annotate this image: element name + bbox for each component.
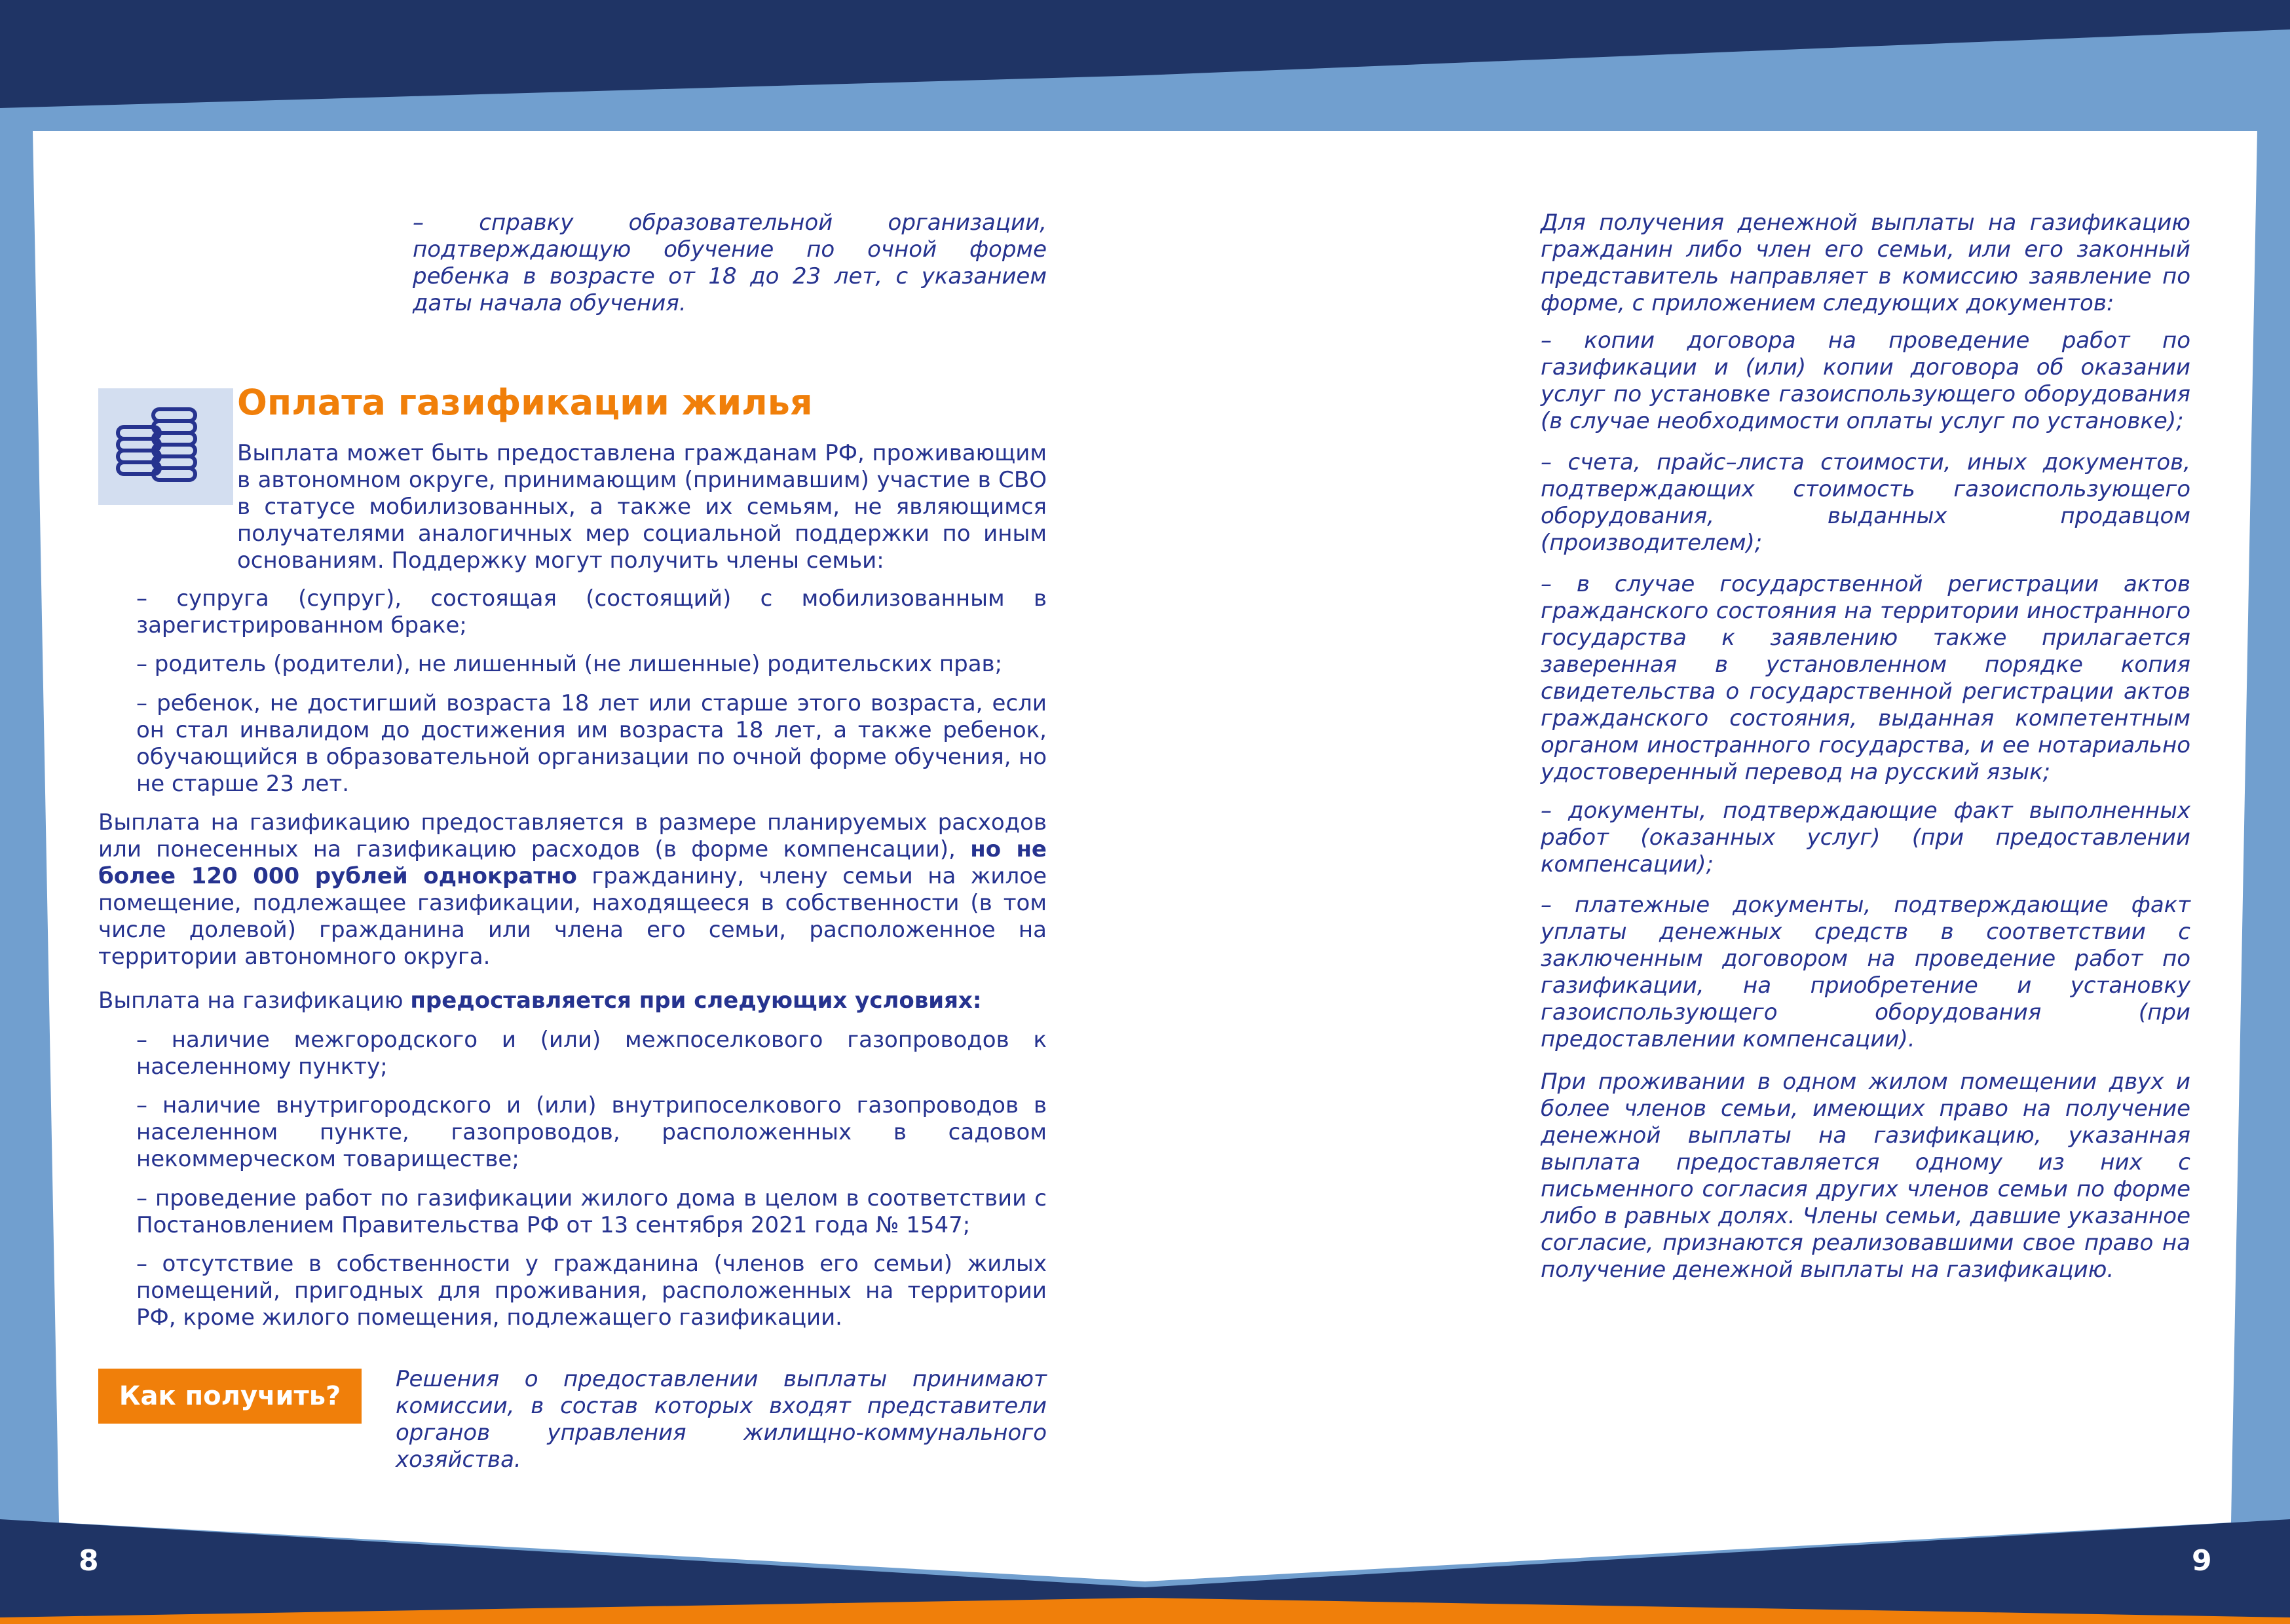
doc-item-4: – документы, подтверждающие факт выполненных работ (оказанных услуг) (при предоставлении компенсации); — [1541, 798, 2190, 877]
condition-item-1: – наличие межгородского и (или) межпоселкового газопроводов к населенному пункту; — [136, 1027, 1047, 1080]
section-icon-box — [98, 388, 233, 505]
conditions-text-bold: предоставляется при следующих условиях: — [410, 987, 982, 1014]
condition-item-2: – наличие внутригородского и (или) внутрипоселкового газопроводов в населенном пункте, газопроводов, расположенных в садовом некоммерческом товариществе; — [136, 1092, 1047, 1172]
doc-item-1: – копии договора на проведение работ по газификации и (или) копии договора об оказании услуг по установке газоиспользующего оборудования (в случае необходимости оплаты услуг по установке); — [1541, 327, 2190, 434]
right-intro: Для получения денежной выплаты на газификацию гражданин либо член его семьи, или его законный представитель направляет в комиссию заявление по форме, с приложением следующих документов: — [1541, 210, 2190, 316]
amount-paragraph — [98, 809, 1047, 970]
amount-text-before: Выплата на газификацию предоставляется в размере планируемых расходов или понесенных на газификацию расходов (в форме компенсации), — [98, 809, 1047, 862]
intro-paragraph: Выплата может быть предоставлена гражданам РФ, проживающим в автономном округе, принимающим (принимавшим) участие в СВО в статусе мобилизованных, а также их семьям, не являющимся получателями аналогичных мер социальной поддержки по иным основаниям. Поддержку могут получить члены семьи: — [237, 440, 1047, 574]
intro-item: – справку образовательной организации, подтверждающую обучение по очной форме ребенка в возрасте от 18 до 23 лет, с указанием даты начала обучения. — [413, 210, 1047, 316]
page-number-right: 9 — [2192, 1544, 2212, 1578]
right-closing: При проживании в одном жилом помещении двух и более членов семьи, имеющих право на получение денежной выплаты на газификацию, указанная выплата предоставляется одному из них с письменного согласия других членов семьи по форме либо в равных долях. Члены семьи, давшие указанное согласие, признаются реализовавшими свое право на получение денежной выплаты на газификацию. — [1541, 1069, 2190, 1283]
page-number-left: 8 — [79, 1544, 99, 1578]
how-to-text: Решения о предоставлении выплаты принимают комиссии, в состав которых входят представители органов управления жилищно-коммунального хозяйства. — [396, 1366, 1047, 1473]
coins-stack-icon — [98, 388, 233, 505]
family-item-1: – супруга (супруг), состоящая (состоящий) с мобилизованным в зарегистрированном браке; — [136, 585, 1047, 638]
condition-item-3: – проведение работ по газификации жилого дома в целом в соответствии с Постановлением Правительства РФ от 13 сентября 2021 года № 1547; — [136, 1185, 1047, 1238]
doc-item-2: – счета, прайс–листа стоимости, иных документов, подтверждающих стоимость газоиспользующего оборудования, выданных продавцом (производителем); — [1541, 449, 2190, 556]
conditions-intro — [98, 987, 1047, 1014]
amount-text-bold: но не более 120 000 рублей однократно — [98, 836, 1047, 889]
doc-item-5: – платежные документы, подтверждающие факт уплаты денежных средств в соответствии с заключенным договором на проведение работ по газификации, на приобретение и установку газоиспользующего оборудования (при предоставлении компенсации). — [1541, 892, 2190, 1052]
conditions-text-before: Выплата на газификацию — [98, 987, 404, 1014]
section-heading: Оплата газификации жилья — [237, 382, 813, 423]
family-item-2: – родитель (родители), не лишенный (не лишенные) родительских прав; — [136, 651, 1003, 677]
how-to-get-button[interactable]: Как получить? — [98, 1369, 362, 1424]
condition-item-4: – отсутствие в собственности у гражданина (членов его семьи) жилых помещений, пригодных для проживания, расположенных на территории РФ, кроме жилого помещения, подлежащего газификации. — [136, 1251, 1047, 1331]
amount-text-after: гражданину, члену семьи на жилое помещение, подлежащее газификации, находящееся в собственности (в том числе долевой) гражданина или члена его семьи, расположенное на территории автономного округа. — [98, 863, 1047, 970]
family-item-3: – ребенок, не достигший возраста 18 лет или старше этого возраста, если он стал инвалидом до достижения им возраста 18 лет, а также ребенок, обучающийся в образовательной организации по очной форме обучения, но не старше 23 лет. — [136, 690, 1047, 797]
doc-item-3: – в случае государственной регистрации актов гражданского состояния на территории иностранного государства к заявлению также прилагается заверенная в установленном порядке копия свидетельства о государственной регистрации актов гражданского состояния, выданная компетентным органом иностранного государства, и ее нотариально удостоверенный перевод на русский язык; — [1541, 571, 2190, 785]
